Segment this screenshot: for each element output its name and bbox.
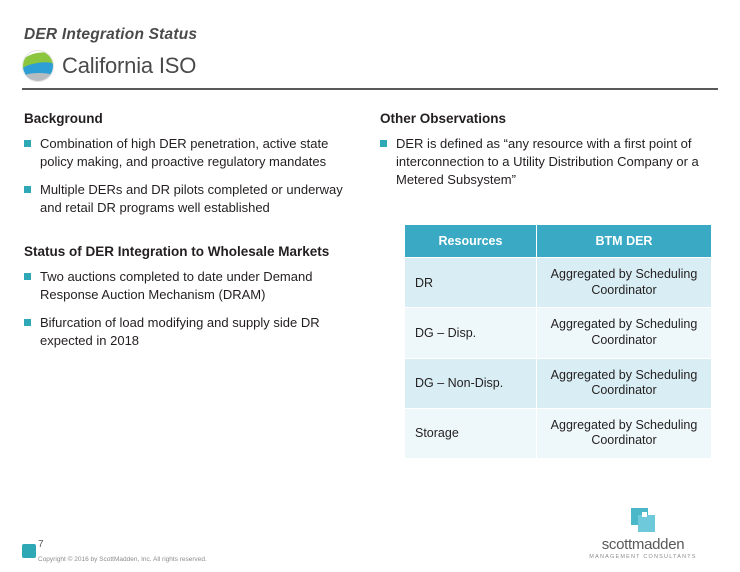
status-heading: Status of DER Integration to Wholesale Markets <box>24 244 330 260</box>
cell-btm-der: Aggregated by Scheduling Coordinator <box>537 408 712 458</box>
brand-name: California ISO <box>62 53 197 78</box>
status-bullet-list <box>24 268 364 350</box>
list-item: Combination of high DER penetration, active state policy making, and proactive regulatory mandates <box>24 135 364 171</box>
copyright-notice: Copyright © 2016 by ScottMadden, Inc. All rights reserved. <box>38 556 207 563</box>
table-row <box>405 258 712 308</box>
page-number: 7 <box>38 539 44 550</box>
cell-resource: DG – Non-Disp. <box>405 358 537 408</box>
cell-btm-der: Aggregated by Scheduling Coordinator <box>537 258 712 308</box>
table-row <box>405 408 712 458</box>
brand-logo <box>22 50 196 82</box>
list-item: DER is defined as “any resource with a first point of interconnection to a Utility Distribution Company or a Metered Subsystem” <box>380 135 720 189</box>
observations-bullet-list <box>380 135 720 189</box>
cell-btm-der: Aggregated by Scheduling Coordinator <box>537 308 712 358</box>
table-header-row <box>405 225 712 258</box>
background-bullet-list <box>24 135 364 217</box>
scottmadden-squares-icon <box>629 506 657 534</box>
list-item: Bifurcation of load modifying and supply side DR expected in 2018 <box>24 314 364 350</box>
der-resources-table <box>404 224 712 459</box>
cell-btm-der: Aggregated by Scheduling Coordinator <box>537 358 712 408</box>
list-item: Multiple DERs and DR pilots completed or underway and retail DR programs well established <box>24 181 364 217</box>
company-name: scottmadden <box>601 536 685 553</box>
california-iso-wave-icon <box>22 50 54 82</box>
column-header-resources: Resources <box>405 225 537 258</box>
footer-accent-square <box>22 544 36 558</box>
company-tagline: MANAGEMENT CONSULTANTS <box>589 554 697 560</box>
right-column <box>380 110 720 199</box>
company-logo <box>568 506 718 560</box>
column-header-btm-der: BTM DER <box>537 225 712 258</box>
left-column <box>24 110 364 360</box>
cell-resource: DG – Disp. <box>405 308 537 358</box>
cell-resource: DR <box>405 258 537 308</box>
table-row <box>405 358 712 408</box>
table-row <box>405 308 712 358</box>
list-item: Two auctions completed to date under Demand Response Auction Mechanism (DRAM) <box>24 268 364 304</box>
cell-resource: Storage <box>405 408 537 458</box>
header-divider <box>22 88 718 90</box>
observations-heading: Other Observations <box>380 111 507 126</box>
page-title: DER Integration Status <box>24 26 198 43</box>
background-heading: Background <box>24 111 103 126</box>
